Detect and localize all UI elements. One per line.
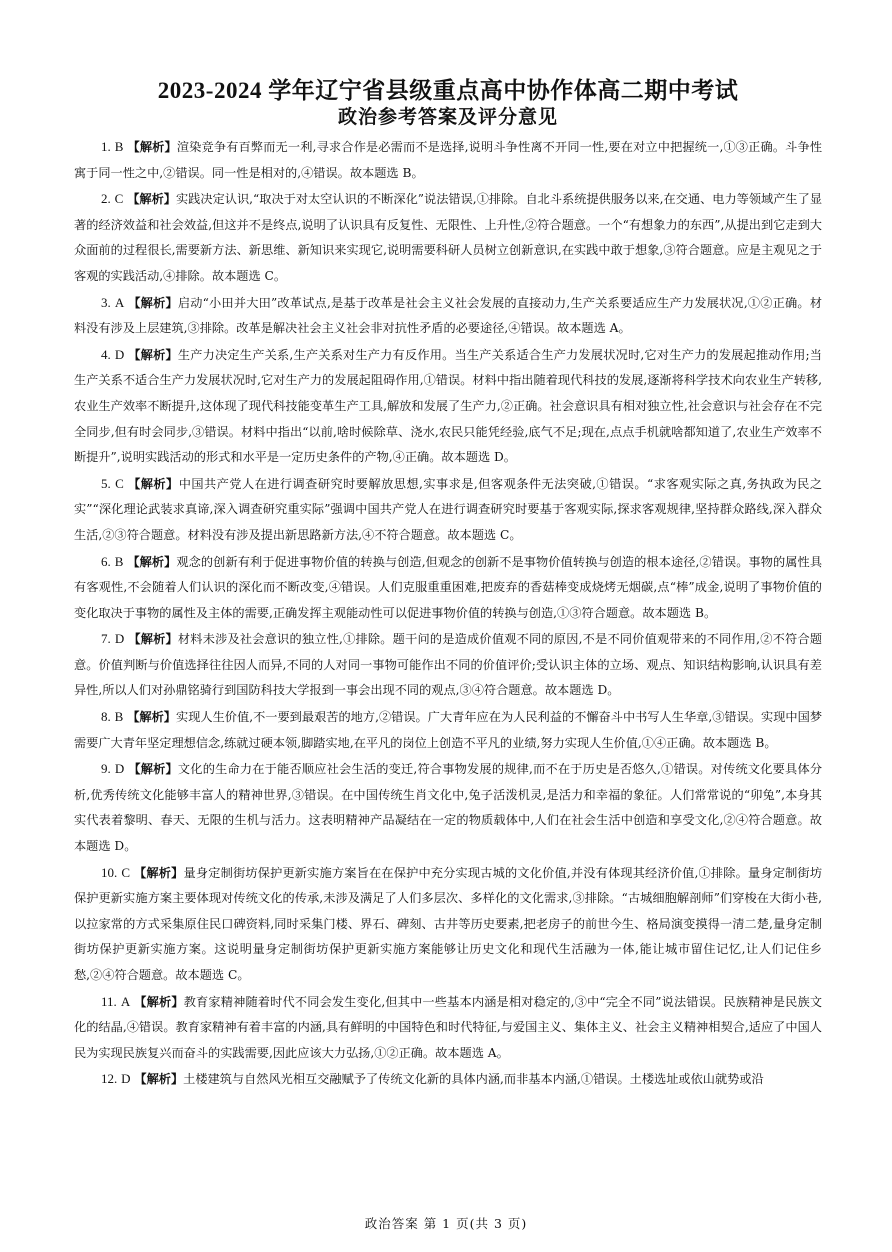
answer-number: 3. — [101, 294, 111, 310]
answer-text: 渲染竞争有百弊而无一利,寻求合作是必需而不是选择,说明斗争性离不开同一性,要在对立中把握统一,①③正确。斗争性寓于同一性之中,②错误。同一性是相对的,④错误。故本题选 B。 — [74, 140, 823, 180]
analysis-tag: 【解析】 — [127, 192, 176, 207]
answer-choice: C — [114, 191, 124, 207]
analysis-tag: 【解析】 — [128, 347, 178, 362]
answer-number: 6. — [101, 553, 111, 569]
answer-item — [74, 860, 822, 989]
answer-text: 土楼建筑与自然风光相互交融赋予了传统文化新的具体内涵,而非基本内涵,①错误。土楼选址或依山就势或沿 — [183, 1072, 764, 1087]
answer-number: 1. — [101, 139, 111, 154]
answer-number: 5. — [101, 475, 111, 491]
analysis-tag: 【解析】 — [127, 554, 177, 569]
answer-list — [74, 134, 822, 1093]
answer-item — [74, 134, 822, 186]
answer-text: 文化的生命力在于能否顺应社会生活的变迁,符合事物发展的规律,而不在于历史是否悠久,①错误。对传统文化要具体分析,优秀传统文化能够丰富人的精神世界,③错误。在中国传统生肖文化中,兔子活泼机灵,是活力和幸福的象征。人们常常说的“卯兔”,本身其实代表着黎明、春天、无限的生机与活力。这表明精神产品凝结在一定的物质载体中,人们在社会生活中创造和享受文化,②④符合题意。故本题选 D。 — [74, 762, 823, 854]
answer-item — [74, 704, 822, 756]
analysis-tag: 【解析】 — [134, 1072, 184, 1087]
answer-item — [74, 290, 822, 342]
answer-text: 材料未涉及社会意识的独立性,①排除。题干问的是造成价值观不同的原因,不是不同价值观带来的不同作用,②不符合题意。价值判断与价值选择往往因人而异,不同的人对同一事物可能作出不同的价值评价;受认识主体的立场、观点、知识结构影响,认识具有差异性,所以人们对孙鼎铭骑行到国防科技大学报到一事会出现不同的观点,③④符合题意。故本题选 D。 — [74, 632, 823, 698]
answer-text: 实现人生价值,不一要到最艰苦的地方,②错误。广大青年应在为人民利益的不懈奋斗中书写人生华章,③错误。实现中国梦需要广大青年坚定理想信念,练就过硬本领,脚踏实地,在平凡的岗位上创造不平凡的业绩,努力实现人生价值,①④正确。故本题选 B。 — [74, 710, 823, 750]
answer-choice: D — [114, 346, 125, 362]
answer-text: 中国共产党人在进行调查研究时要解放思想,实事求是,但客观条件无法突破,①错误。“求客观实际之真,务执政为民之实”“深化理论武装求真谛,深入调查研究重实际”强调中国共产党人在进行调查研究时要基于客观实际,探求客观规律,坚持群众路线,深入群众生活,②③符合题意。材料没有涉及提出新思路新方法,④不符合题意。故本题选 C。 — [74, 476, 823, 542]
answer-choice: B — [114, 139, 124, 154]
analysis-tag: 【解析】 — [127, 140, 177, 154]
analysis-tag: 【解析】 — [134, 994, 184, 1009]
analysis-tag: 【解析】 — [127, 710, 176, 725]
page-subtitle: 政治参考答案及评分意见 — [337, 106, 558, 128]
answer-item — [74, 186, 822, 289]
answer-number: 10. — [101, 864, 118, 880]
answer-choice: D — [114, 761, 125, 777]
answer-choice: A — [114, 294, 125, 310]
answer-item — [74, 626, 822, 704]
answer-text: 实践决定认识,“取决于对太空认识的不断深化”说法错误,①排除。自北斗系统提供服务以来,在交通、电力等领域产生了显著的经济效益和社会效益,但这并不是终点,说明了认识具有反复性、无限性、上升性,②符合题意。一个“有想象力的东西”,从提出到它走到大众面前的过程很长,需要新方法、新思维、新知识来实现它,说明需要科研人员树立创新意识,在实践中敢于想象,③符合题意。应是主观见之于客观的实践活动,④排除。故本题选 C。 — [74, 192, 823, 283]
analysis-tag: 【解析】 — [128, 632, 178, 647]
answer-item — [74, 471, 822, 549]
answer-choice: A — [120, 993, 131, 1009]
analysis-tag: 【解析】 — [128, 295, 178, 310]
answer-choice: D — [114, 631, 125, 647]
analysis-tag: 【解析】 — [128, 762, 178, 777]
answer-choice: C — [121, 864, 130, 880]
answer-text: 观念的创新有利于促进事物价值的转换与创造,但观念的创新不是事物价值转换与创造的根本途径,②错误。事物的属性具有客观性,不会随着人们认识的深化而不断改变,④错误。人们克服重重困难,把废弃的香菇棒变成烧烤无烟碳,点“棒”成金,说明了事物价值的变化取决于事物的属性及主体的需要,正确发挥主观能动性可以促进事物价值的转换与创造,①③符合题意。故本题选 B。 — [74, 554, 823, 620]
page-footer: 政治答案 第 1 页(共 3 页) — [364, 1216, 528, 1231]
answer-text: 教育家精神随着时代不同会发生变化,但其中一些基本内涵是相对稳定的,③中“完全不同”说法错误。民族精神是民族文化的结晶,④错误。教育家精神有着丰富的内涵,具有鲜明的中国特色和时代特征,与爱国主义、集体主义、社会主义精神相契合,适应了中国人民为实现民族复兴而奋斗的实践需要,因此应该大力弘扬,①②正确。故本题选 A。 — [74, 994, 823, 1060]
answer-number: 8. — [101, 709, 111, 725]
answer-choice: C — [115, 475, 124, 491]
answer-choice: D — [121, 1071, 131, 1087]
answer-text: 生产力决定生产关系,生产关系对生产力有反作用。当生产关系适合生产力发展状况时,它对生产力的发展起推动作用;当生产关系不适合生产力发展状况时,它对生产力的发展起阻碍作用,①错误。材料中指出随着现代科技的发展,逐渐将科学技术向农业生产转移,农业生产效率不断提升,这体现了现代科技能变革生产工具,解放和发展了生产力,②正确。社会意识具有相对独立性,社会意识与社会存在不完全同步,但有时会同步,③错误。材料中指出“以前,啥时候除草、浇水,农民只能凭经验,底气不足;现在,点点手机就啥都知道了,农业生产效率不断提升”,说明实践活动的形式和水平是一定历史条件的产物,④正确。故本题选 D。 — [74, 347, 822, 465]
answer-choice: B — [114, 709, 124, 725]
answer-item — [74, 549, 822, 627]
answer-text: 启动“小田并大田”改革试点,是基于改革是社会主义社会发展的直接动力,生产关系要适应生产力发展状况,①②正确。材料没有涉及上层建筑,③排除。改革是解决社会主义社会非对抗性矛盾的必要途径,④错误。故本题选 A。 — [74, 295, 823, 336]
answer-number: 4. — [101, 346, 111, 362]
answer-item — [74, 342, 822, 471]
analysis-tag: 【解析】 — [128, 476, 179, 491]
answer-number: 2. — [101, 191, 111, 207]
answer-number: 9. — [101, 761, 111, 777]
answer-item — [74, 989, 822, 1067]
answer-item — [74, 756, 822, 859]
answer-number: 11. — [101, 993, 117, 1009]
page-title: 2023-2024 学年辽宁省县级重点高中协作体高二期中考试 — [157, 78, 739, 103]
answer-number: 7. — [101, 631, 111, 647]
analysis-tag: 【解析】 — [134, 865, 184, 880]
answer-number: 12. — [101, 1071, 118, 1087]
answer-item — [74, 1066, 822, 1093]
answer-choice: B — [114, 553, 124, 569]
answer-text: 量身定制街坊保护更新实施方案旨在在保护中充分实现古城的文化价值,并没有体现其经济价值,①排除。量身定制街坊保护更新实施方案主要体现对传统文化的传承,未涉及满足了人们多层次、多样化的文化需求,③排除。“古城细胞解剖师”们穿梭在大街小巷,以拉家常的方式采集原住民口碑资料,同时采集门楼、界石、碑刻、古井等历史要素,把老房子的前世今生、格局演变摸得一清二楚,量身定制街坊保护更新实施方案。这说明量身定制街坊保护更新实施方案能够让历史文化和现代生活融为一体,能让城市留住记忆,让人们记住乡愁,②④符合题意。故本题选 C。 — [74, 865, 823, 982]
